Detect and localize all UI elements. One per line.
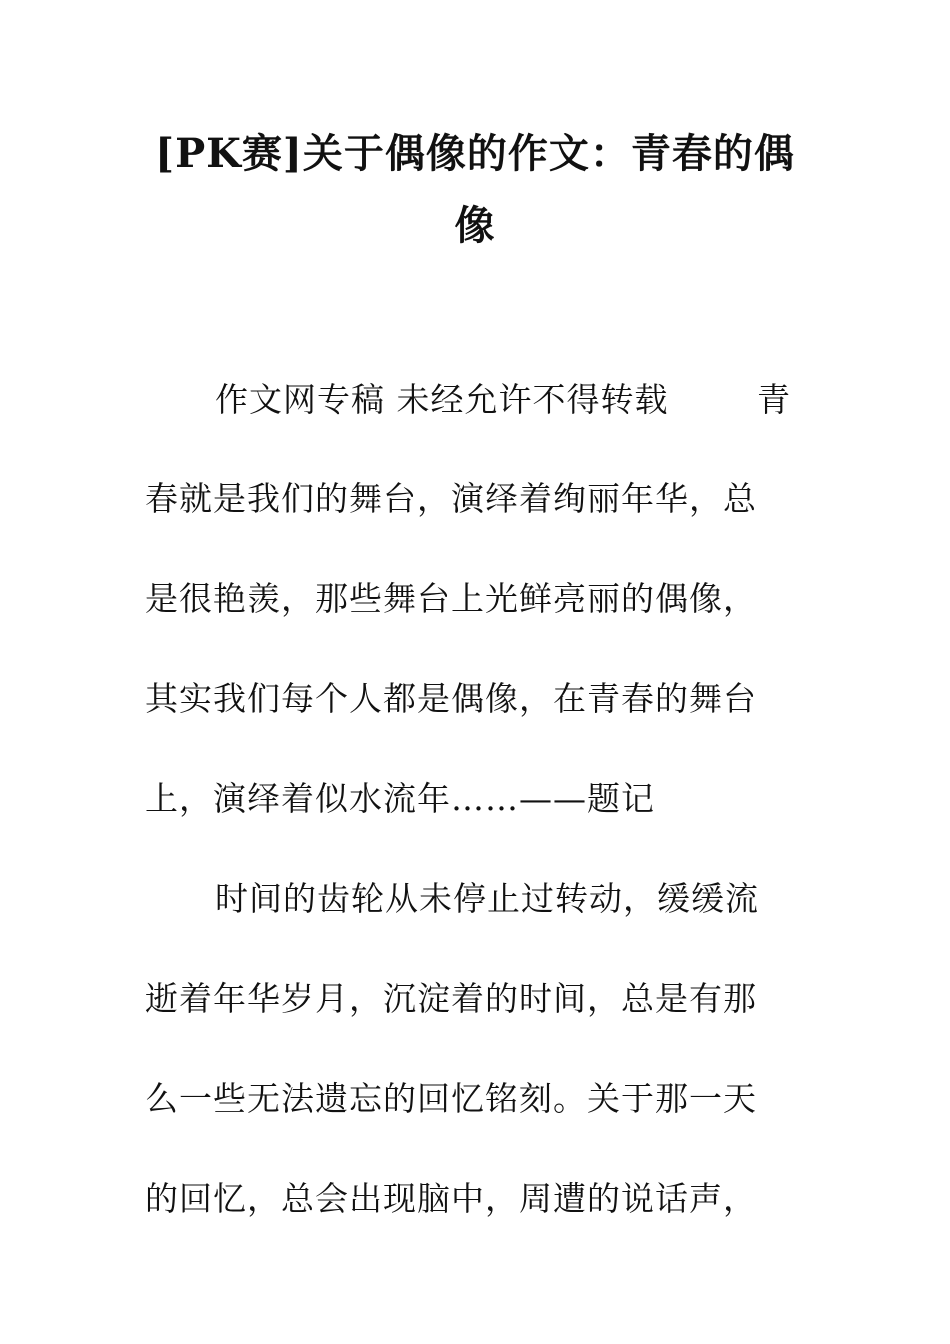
- paragraph-line-6: 时间的齿轮从未停止过转动，缓缓流: [215, 879, 759, 918]
- document-title-line-2: 像: [454, 202, 496, 249]
- document-title-line-1: [PK赛]关于偶像的作文：青春的偶: [155, 130, 795, 177]
- paragraph-line-4: 其实我们每个人都是偶像，在青春的舞台: [145, 679, 757, 718]
- paragraph-line-1-tail: 青: [757, 380, 791, 419]
- paragraph-line-3: 是很艳羡，那些舞台上光鲜亮丽的偶像，: [145, 579, 757, 618]
- paragraph-line-8: 么一些无法遗忘的回忆铭刻。关于那一天: [145, 1079, 757, 1118]
- copyright-notice: 作文网专稿 未经允许不得转载: [215, 380, 669, 419]
- paragraph-line-7: 逝着年华岁月，沉淀着的时间，总是有那: [145, 979, 757, 1018]
- paragraph-line-9: 的回忆，总会出现脑中，周遭的说话声，: [145, 1179, 757, 1218]
- paragraph-line-2: 春就是我们的舞台，演绎着绚丽年华，总: [145, 479, 757, 518]
- paragraph-line-5: 上，演绎着似水流年……——题记: [145, 779, 655, 818]
